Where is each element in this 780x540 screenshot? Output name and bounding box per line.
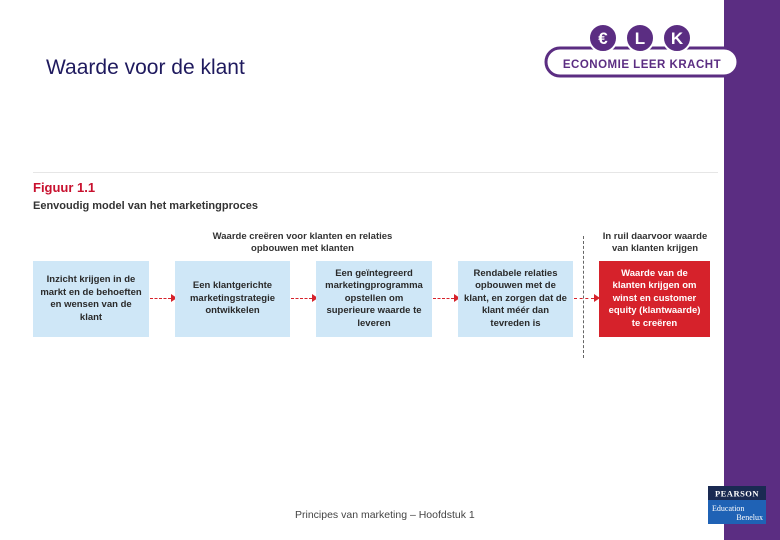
pearson-education-logo xyxy=(708,486,766,524)
sidebar-band xyxy=(724,0,780,540)
step-marketing-program: Een geïntegreerd marketingprogramma opstellen om superieure waarde te leveren xyxy=(316,261,432,337)
logo-symbol-k: K xyxy=(670,29,684,48)
figure-subtitle: Eenvoudig model van het marketingproces xyxy=(33,200,258,212)
logo-text: ECONOMIE LEER KRACHT xyxy=(562,59,722,71)
arrow-3 xyxy=(433,298,454,299)
figure-label: Figuur 1.1 xyxy=(33,180,96,195)
figure-top-rule xyxy=(33,172,718,173)
step-understand-market: Inzicht krijgen in de markt en de behoeften en wensen van de klant xyxy=(33,261,149,337)
step-capture-value: Waarde van de klanten krijgen om winst en customer equity (klantwaarde) te creëren xyxy=(599,261,710,337)
divider-dashed-line xyxy=(583,236,584,358)
pearson-name: PEARSON xyxy=(714,488,760,499)
pearson-line1: Education xyxy=(712,504,745,513)
step-build-relationships: Rendabele relaties opbouwen met de klant, en zorgen dat de klant méér dan tevreden is xyxy=(458,261,573,337)
header-create-value: Waarde creëren voor klanten en relaties opbouwen met klanten xyxy=(212,231,393,254)
economie-leer-kracht-logo xyxy=(544,22,740,80)
slide-footer: Principes van marketing – Hoofdstuk 1 xyxy=(295,509,475,521)
logo-symbol-euro: € xyxy=(598,29,608,48)
arrow-1 xyxy=(150,298,171,299)
arrow-2 xyxy=(291,298,312,299)
logo-symbol-l: L xyxy=(634,29,646,48)
page-title: Waarde voor de klant xyxy=(46,56,245,79)
step-design-strategy: Een klantgerichte marketingstrategie ontwikkelen xyxy=(175,261,290,337)
pearson-line2: Benelux xyxy=(736,513,763,522)
header-capture-value: In ruil daarvoor waarde van klanten krijgen xyxy=(602,231,708,254)
arrow-4 xyxy=(574,298,594,299)
